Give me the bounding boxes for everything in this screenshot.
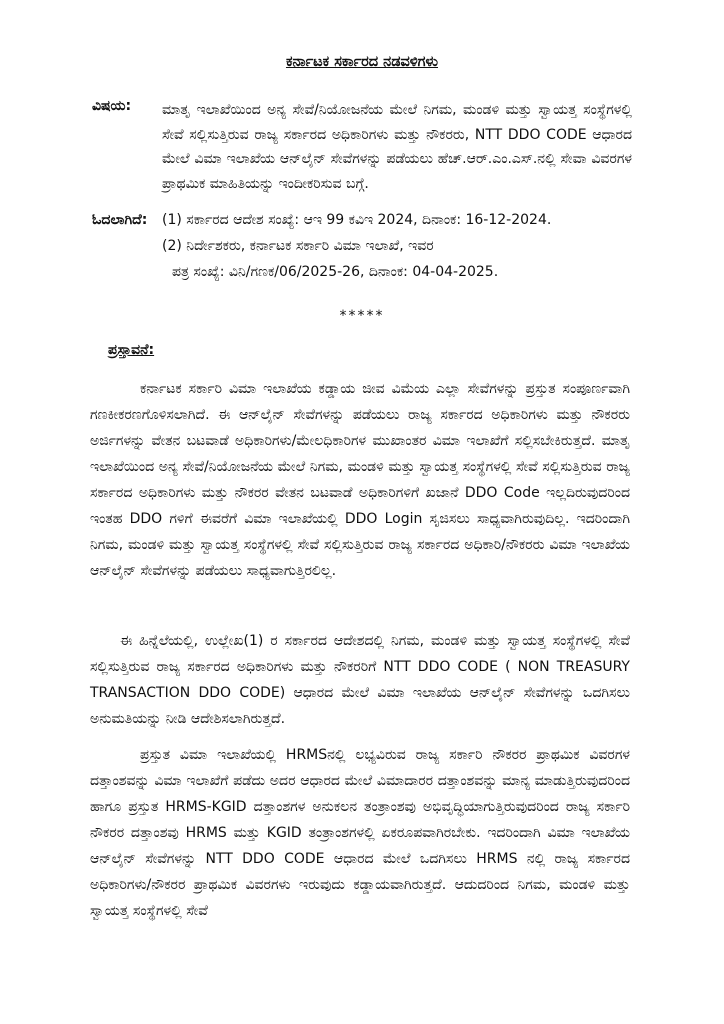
paragraph-2: ಈ ಹಿನ್ನೆಲೆಯಲ್ಲಿ, ಉಲ್ಲೇಖ(1) ರ ಸರ್ಕಾರದ ಆದೇಶದಲ್ಲಿ ನಿಗಮ, ಮಂಡಳಿ ಮತ್ತು ಸ್ವಾಯತ್ತ ಸಂಸ್ಥೆಗಳಲ್ಲಿ ಸೇವೆ ಸಲ್ಲಿಸುತ್ತಿರುವ ರಾಜ್ಯ ಸರ್ಕಾರದ ಅಧಿಕಾರಿಗಳು ಮತ್ತು ನೌಕರರಿಗೆ NTT DDO CODE ( NON TREASURY TRANSACTION DDO CODE) ಆಧಾರದ ಮೇಲೆ ವಿಮಾ ಇಲಾಖೆಯ ಆನ್‌ಲೈನ್ ಸೇವೆಗಳನ್ನು ಒದಗಿಸಲು ಅನುಮತಿಯನ್ನು ನೀಡಿ ಆದೇಶಿಸಲಾಗಿರುತ್ತದೆ. <box>90 633 630 727</box>
reference-1: (1) ಸರ್ಕಾರದ ಆದೇಶ ಸಂಖ್ಯೆ: ಆಇ 99 ಕವಿಇ 2024, ದಿನಾಂಕ: 16-12-2024. <box>162 212 552 228</box>
paragraph-3: ಪ್ರಸ್ತುತ ವಿಮಾ ಇಲಾಖೆಯಲ್ಲಿ HRMSನಲ್ಲಿ ಲಭ್ಯವಿರುವ ರಾಜ್ಯ ಸರ್ಕಾರಿ ನೌಕರರ ಪ್ರಾಥಮಿಕ ವಿವರಗಳ ದತ್ತಾಂಶವನ್ನು ವಿಮಾ ಇಲಾಖೆಗೆ ಪಡೆದು ಅದರ ಆಧಾರದ ಮೇಲೆ ವಿಮಾದಾರರ ದತ್ತಾಂಶವನ್ನು ಮಾನ್ಯ ಮಾಡುತ್ತಿರುವುದರಿಂದ ಹಾಗೂ ಪ್ರಸ್ತುತ HRMS-KGID ದತ್ತಾಂಶಗಳ ಅನುಕಲನ ತಂತ್ರಾಂಶವು ಅಭಿವೃದ್ಧಿಯಾಗುತ್ತಿರುವುದರಿಂದ ರಾಜ್ಯ ಸರ್ಕಾರಿ ನೌಕರರ ದತ್ತಾಂಶವು HRMS ಮತ್ತು KGID ತಂತ್ರಾಂಶಗಳಲ್ಲಿ ಏಕರೂಪವಾಗಿರಬೇಕು. ಇದರಿಂದಾಗಿ ವಿಮಾ ಇಲಾಖೆಯ ಆನ್‌ಲೈನ್ ಸೇವೆಗಳನ್ನು NTT DDO CODE ಆಧಾರದ ಮೇಲೆ ಒದಗಿಸಲು HRMS ನಲ್ಲಿ ರಾಜ್ಯ ಸರ್ಕಾರದ ಅಧಿಕಾರಿಗಳು/ನೌಕರರ ಪ್ರಾಥಮಿಕ ವಿವರಗಳು ಇರುವುದು ಕಡ್ಡಾಯವಾಗಿರುತ್ತದೆ. ಆದುದರಿಂದ ನಿಗಮ, ಮಂಡಳಿ ಮತ್ತು ಸ್ವಾಯತ್ತ ಸಂಸ್ಥೆಗಳಲ್ಲಿ ಸೇವೆ <box>90 747 630 919</box>
document-title: ಕರ್ನಾಟಕ ಸರ್ಕಾರದ ನಡವಳಿಗಳು <box>285 54 439 70</box>
subject-label: ವಿಷಯ: <box>92 98 132 114</box>
reference-2: (2) ನಿರ್ದೇಶಕರು, ಕರ್ನಾಟಕ ಸರ್ಕಾರಿ ವಿಮಾ ಇಲಾಖೆ, ಇವರ <box>162 238 434 254</box>
reference-2-continuation: ಪತ್ರ ಸಂಖ್ಯೆ: ವಿನಿ/ಗಣಕ/06/2025-26, ದಿನಾಂಕ: 04-04-2025. <box>172 264 499 280</box>
paragraph-1: ಕರ್ನಾಟಕ ಸರ್ಕಾರಿ ವಿಮಾ ಇಲಾಖೆಯ ಕಡ್ಡಾಯ ಜೀವ ವಿಮೆಯ ಎಲ್ಲಾ ಸೇವೆಗಳನ್ನು ಪ್ರಸ್ತುತ ಸಂಪೂರ್ಣವಾಗಿ ಗಣಕೀಕರಣಗೊಳಿಸಲಾಗಿದೆ. ಈ ಆನ್‌ಲೈನ್ ಸೇವೆಗಳನ್ನು ಪಡೆಯಲು ರಾಜ್ಯ ಸರ್ಕಾರದ ಅಧಿಕಾರಿಗಳು ಮತ್ತು ನೌಕರರು ಅರ್ಜಿಗಳನ್ನು ವೇತನ ಬಟವಾಡೆ ಅಧಿಕಾರಿಗಳು/ಮೇಲಧಿಕಾರಿಗಳ ಮುಖಾಂತರ ವಿಮಾ ಇಲಾಖೆಗೆ ಸಲ್ಲಿಸಬೇಕಿರುತ್ತದೆ. ಮಾತೃ ಇಲಾಖೆಯಿಂದ ಅನ್ಯ ಸೇವೆ/ನಿಯೋಜನೆಯ ಮೇಲೆ ನಿಗಮ, ಮಂಡಳಿ ಮತ್ತು ಸ್ವಾಯತ್ತ ಸಂಸ್ಥೆಗಳಲ್ಲಿ ಸೇವೆ ಸಲ್ಲಿಸುತ್ತಿರುವ ರಾಜ್ಯ ಸರ್ಕಾರದ ಅಧಿಕಾರಿಗಳು ಮತ್ತು ನೌಕರರ ವೇತನ ಬಟವಾಡೆ ಅಧಿಕಾರಿಗಳಿಗೆ ಖಜಾನೆ DDO Code ಇಲ್ಲದಿರುವುದರಿಂದ ಇಂತಹ DDO ಗಳಿಗೆ ಈವರೆಗೆ ವಿಮಾ ಇಲಾಖೆಯಲ್ಲಿ DDO Login ಸೃಜಿಸಲು ಸಾಧ್ಯವಾಗಿರುವುದಿಲ್ಲ. ಇದರಿಂದಾಗಿ ನಿಗಮ, ಮಂಡಳಿ ಮತ್ತು ಸ್ವಾಯತ್ತ ಸಂಸ್ಥೆಗಳಲ್ಲಿ ಸೇವೆ ಸಲ್ಲಿಸುತ್ತಿರುವ ರಾಜ್ಯ ಸರ್ಕಾರದ ಅಧಿಕಾರಿ/ನೌಕರರು ವಿಮಾ ಇಲಾಖೆಯ ಆನ್‌ಲೈನ್ ಸೇವೆಗಳನ್ನು ಪಡೆಯಲು ಸಾಧ್ಯವಾಗುತ್ತಿರಲಿಲ್ಲ. <box>90 381 630 579</box>
subject-text: ಮಾತೃ ಇಲಾಖೆಯಿಂದ ಅನ್ಯ ಸೇವೆ/ನಿಯೋಜನೆಯ ಮೇಲೆ ನಿಗಮ, ಮಂಡಳಿ ಮತ್ತು ಸ್ವಾಯತ್ತ ಸಂಸ್ಥೆಗಳಲ್ಲಿ ಸೇವೆ ಸಲ್ಲಿಸುತ್ತಿರುವ ರಾಜ್ಯ ಸರ್ಕಾರದ ಅಧಿಕಾರಿಗಳು ಮತ್ತು ನೌಕರರು, NTT DDO CODE ಆಧಾರದ ಮೇಲೆ ವಿಮಾ ಇಲಾಖೆಯ ಆನ್‌ಲೈನ್ ಸೇವೆಗಳನ್ನು ಪಡೆಯಲು ಹೆಚ್.ಆರ್.ಎಂ.ಎಸ್.ನಲ್ಲಿ ಸೇವಾ ವಿವರಗಳ ಪ್ರಾಥಮಿಕ ಮಾಹಿತಿಯನ್ನು ಇಂದೀಕರಿಸುವ ಬಗ್ಗೆ. <box>162 102 632 192</box>
reference-label: ಓದಲಾಗಿದೆ: <box>92 212 148 228</box>
preamble-heading: ಪ್ರಸ್ತಾವನೆ: <box>108 342 155 358</box>
separator-stars: ***** <box>339 308 385 324</box>
